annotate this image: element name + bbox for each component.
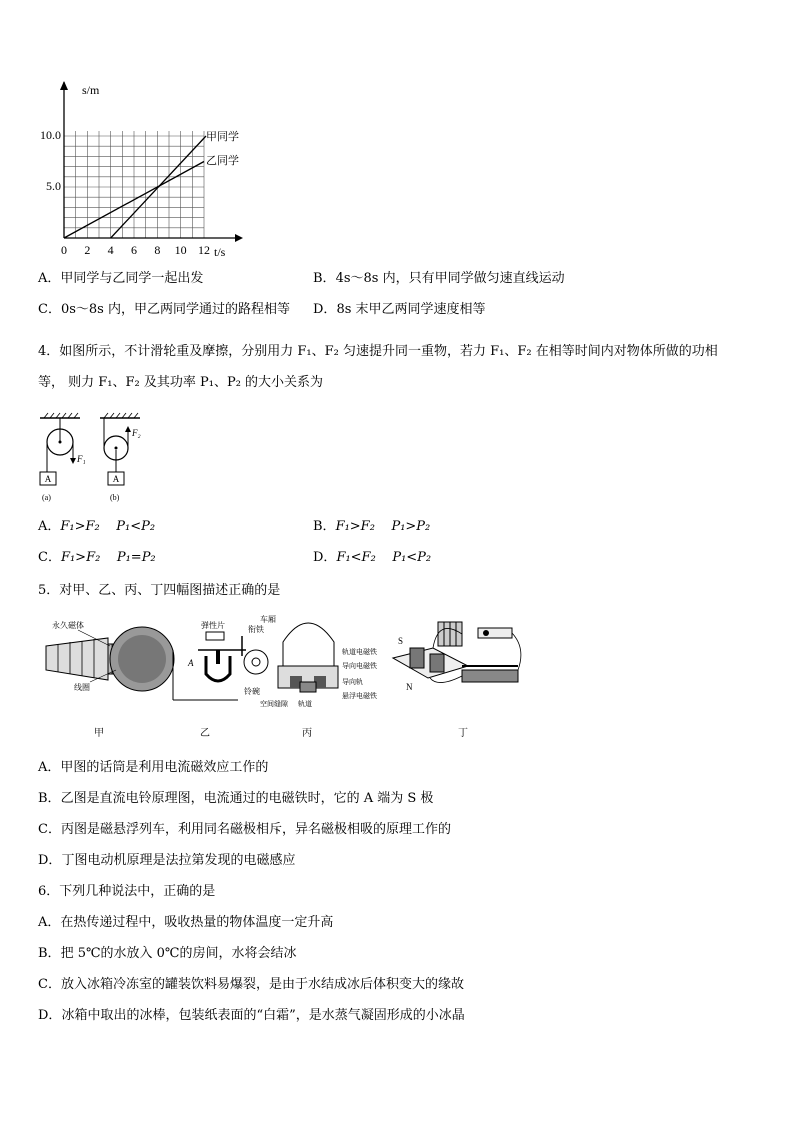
figure-jia-microphone <box>46 620 174 692</box>
q6-option-c[interactable]: C．放入冰箱冷冻室的罐装饮料易爆裂，是由于水结成冰后体积变大的缘故 <box>38 977 464 992</box>
bing-track-label: 轨道 <box>298 700 312 708</box>
force2-label: F₂ <box>132 428 141 438</box>
y-axis-label: s/m <box>82 83 100 97</box>
q5-option-d[interactable]: D．丁图电动机原理是法拉第发现的电磁感应 <box>38 853 296 868</box>
jia-coil-label: 线圈 <box>74 683 90 692</box>
yi-bell-label: 铃碗 <box>244 687 260 696</box>
q6-option-d[interactable]: D．冰箱中取出的冰棒，包装纸表面的“白霜”，是水蒸气凝固形成的小冰晶 <box>38 1008 465 1023</box>
force1-label: F₁ <box>77 454 86 464</box>
distance-time-graph <box>30 78 255 263</box>
x-tick-labels <box>61 243 210 257</box>
q3-option-b[interactable]: B．4s～8s 内，只有甲同学做匀速直线运动 <box>313 271 565 286</box>
jia-magnet-label: 永久磁体 <box>52 621 84 630</box>
pulley-figure <box>36 412 166 504</box>
q4-stem-line2: 等， 则力 F₁、F₂ 及其功率 P₁、P₂ 的大小关系为 <box>38 375 324 390</box>
block-b-label: A <box>112 474 120 484</box>
q4-option-b[interactable]: B．F₁>F₂ P₁>P₂ <box>313 519 431 534</box>
y-tick-10: 10.0 <box>40 128 61 142</box>
q4-option-d[interactable]: D．F₁<F₂ P₁<P₂ <box>313 550 432 565</box>
caption-bing: 丙 <box>302 728 312 739</box>
q5-option-c[interactable]: C．丙图是磁悬浮列车，利用同名磁极相斥，异名磁极相吸的原理工作的 <box>38 822 451 837</box>
q6-stem: 6．下列几种说法中，正确的是 <box>38 884 216 899</box>
caption-a: (a) <box>42 493 51 502</box>
q3-option-c[interactable]: C．0s～8s 内，甲乙两同学通过的路程相等 <box>38 302 290 317</box>
x-tick-label: 4 <box>107 243 114 257</box>
bing-rail-magnet-label: 轨道电磁铁 <box>342 648 377 656</box>
bing-car-label: 车厢 <box>260 615 276 624</box>
q3-option-d[interactable]: D．8s 末甲乙两同学速度相等 <box>313 302 486 317</box>
yi-spring-label: 弹性片 <box>201 621 225 630</box>
bing-gap-label: 空间缝隙 <box>260 700 288 708</box>
x-tick-label: 6 <box>131 243 137 257</box>
x-tick-label: 10 <box>174 243 187 257</box>
figure-bing-maglev <box>260 614 377 708</box>
figure-ding-motor <box>393 622 521 692</box>
block-a-label: A <box>44 474 52 484</box>
x-tick-label: 12 <box>198 243 210 257</box>
q5-figures <box>38 608 528 743</box>
q4-option-a[interactable]: A．F₁>F₂ P₁<P₂ <box>38 519 156 534</box>
bing-lift-magnet-label: 悬浮电磁铁 <box>342 692 377 700</box>
caption-ding: 丁 <box>458 728 468 739</box>
q5-option-a[interactable]: A．甲图的话筒是利用电流磁效应工作的 <box>38 760 269 775</box>
q4-stem-line1: 4．如图所示，不计滑轮重及摩擦，分别用力 F₁、F₂ 匀速提升同一重物，若力 F₁、F₂ 在相等时间内对物体所做的功相 <box>38 344 718 359</box>
graph-grid <box>64 131 204 238</box>
line-b-label: 乙同学 <box>206 155 239 167</box>
q6-option-a[interactable]: A．在热传递过程中，吸收热量的物体温度一定升高 <box>38 915 334 930</box>
bing-guide-rail-label: 导向轨 <box>342 678 363 686</box>
x-tick-label: 2 <box>84 243 91 257</box>
yi-a-label: A <box>188 658 194 668</box>
caption-jia: 甲 <box>94 728 104 739</box>
y-tick-5: 5.0 <box>46 179 61 193</box>
caption-yi: 乙 <box>200 728 210 739</box>
x-axis-label: t/s <box>214 245 226 259</box>
q6-option-b[interactable]: B．把 5℃的水放入 0℃的房间，水将会结冰 <box>38 946 297 961</box>
q3-option-a[interactable]: A．甲同学与乙同学一起出发 <box>38 271 204 286</box>
ding-s-label: S <box>398 636 404 646</box>
figure-yi-bell <box>173 620 268 700</box>
caption-b: (b) <box>110 493 120 502</box>
bing-guide-magnet-label: 导向电磁铁 <box>342 662 377 670</box>
yi-hammer-label: 衔铁 <box>248 625 264 634</box>
q5-stem: 5．对甲、乙、丙、丁四幅图描述正确的是 <box>38 583 281 598</box>
x-tick-label: 8 <box>154 243 161 257</box>
line-a-label: 甲同学 <box>206 131 239 143</box>
q4-option-c[interactable]: C．F₁>F₂ P₁=P₂ <box>38 550 156 565</box>
q5-option-b[interactable]: B．乙图是直流电铃原理图，电流通过的电磁铁时，它的 A 端为 S 极 <box>38 791 434 806</box>
x-tick-label: 0 <box>61 243 67 257</box>
ding-n-label: N <box>406 682 413 692</box>
